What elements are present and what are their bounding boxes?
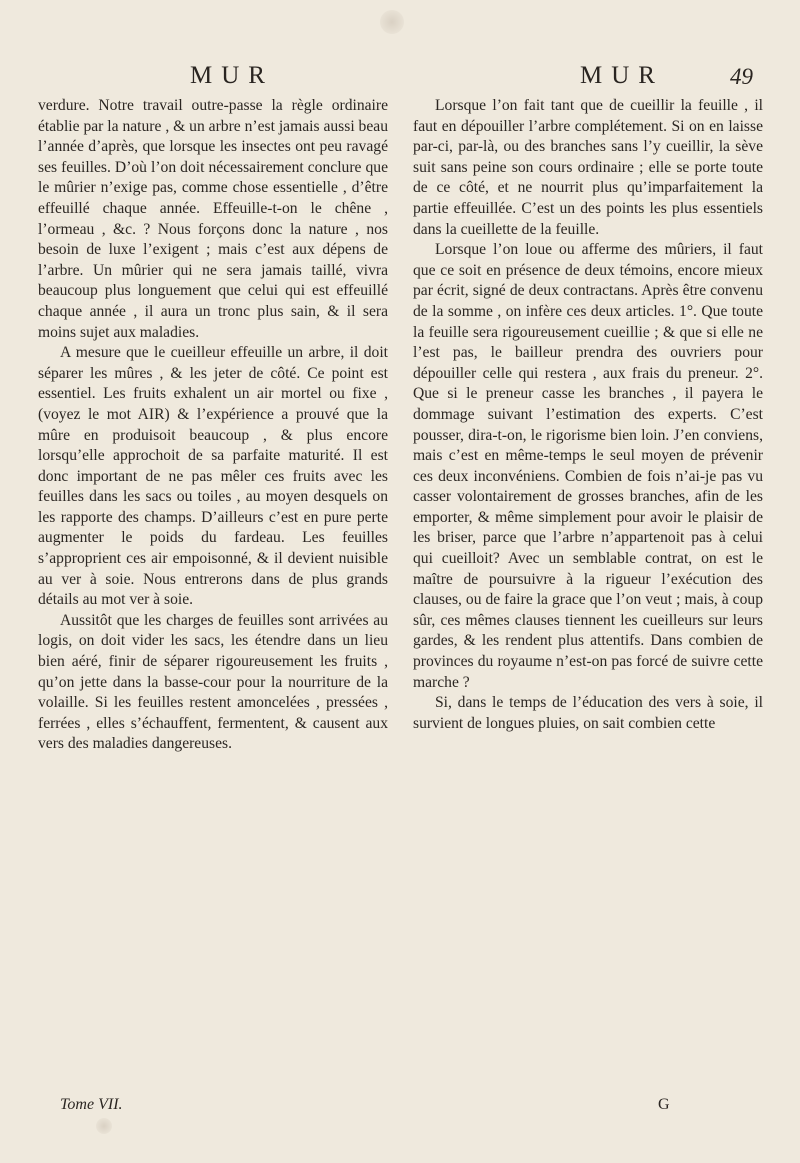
signature-mark: G: [658, 1096, 670, 1113]
left-column: [38, 96, 388, 755]
right-column: [413, 96, 763, 734]
paragraph: verdure. Notre travail outre-passe la règle ordinaire établie par la nature , & un arbre n’est jamais aussi beau l’année d’après, que lorsque les insectes ont peu ravagé ses feuilles. D’où l’on doit nécessairement conclure que le mûrier n’exige pas, comme chose essentielle , d’être effeuillé chaque année. Effeuille-t-on le chêne , l’ormeau , &c. ? Nous forçons donc la nature , nos besoin de luxe l’exigent ; mais c’est aux dépens de l’arbre. Un mûrier qui ne sera jamais taillé, vivra beaucoup plus longuement que celui qui est effeuillé chaque année , il aura un tronc plus sain, & il sera moins sujet aux maladies.: [38, 97, 388, 341]
paragraph: Lorsque l’on fait tant que de cueillir la feuille , il faut en dépouiller l’arbre complétement. Si on en laisse par-ci, par-là, ou des branches sans l’y cueillir, la sève suit sans peine son cours ordinaire ; elle se porte toute de ce côté, et ne nourrit plus qu’imparfaitement la partie effeuillée. C’est un des points les plus essentiels dans la cueillette de la feuille.: [413, 97, 763, 238]
paragraph: A mesure que le cueilleur effeuille un arbre, il doit séparer les mûres , & les jeter de côté. Ce point est essentiel. Les fruits exhalent un air mortel ou fixe , (voyez le mot AIR) & l’expérience a prouvé que la mûre en produisoit beaucoup , & plus encore lorsqu’elle approchoit de sa parfaite maturité. Il est donc important de ne pas mêler ces fruits avec les feuilles dans les sacs ou toiles , au moyen desquels on les rapporte des champs. D’ailleurs c’est en pure perte augmenter le poids du fardeau. Les feuilles s’approprient ces air empoisonné, & il devient nuisible au ver à soie. Nous entrerons dans de plus grands détails au mot ver à soie.: [38, 344, 388, 609]
running-head-left: MUR: [190, 62, 274, 89]
page-number: 49: [730, 64, 753, 89]
paper-stain: [380, 10, 404, 34]
paragraph: Lorsque l’on loue ou afferme des mûriers, il faut que ce soit en présence de deux témoins, encore mieux par écrit, signé de deux contractans. Après être convenu de la somme , on infère ces deux articles. 1°. Que toute la feuille sera rigoureusement cueillie ; & que si elle ne l’est pas, le bailleur prendra des ouvriers pour dépouiller celle qui restera , aux frais du preneur. 2°. Que si le preneur casse les branches , il payera le dommage suivant l’estimation des experts. C’est pousser, dira-t-on, le rigorisme bien loin. J’en conviens, mais c’est en même-temps le seul moyen de prévenir ces deux inconvéniens. Combien de fois n’ai-je pas vu casser volontairement de grosses branches, afin de les emporter, & même simplement pour avoir le plaisir de les briser, parce que l’arbre n’appartenoit pas à celui qui cueilloit? Avec un semblable contrat, on est le maître de poursuivre à la rigueur l’exécution des clauses, ou de faire la grace que l’on veut ; mais, à coup sûr, ces mêmes clauses tiennent les cueilleurs sur leurs gardes, & les rendent plus attentifs. Dans combien de provinces du royaume n’est-on pas forcé de suivre cette marche ?: [413, 241, 763, 691]
volume-label: Tome VII.: [60, 1096, 123, 1113]
paper-stain: [96, 1118, 112, 1134]
running-head-right: MUR: [580, 62, 664, 89]
paragraph: Si, dans le temps de l’éducation des vers à soie, il survient de longues pluies, on sait combien cette: [413, 694, 763, 732]
paragraph: Aussitôt que les charges de feuilles sont arrivées au logis, on doit vider les sacs, les étendre dans un lieu bien aéré, finir de séparer rigoureusement les fruits , qu’on jette dans la basse-cour pour la nourriture de la volaille. Si les feuilles restent amoncelées , pressées , ferrées , elles s’échauffent, fermentent, & causent aux vers des maladies dangereuses.: [38, 611, 388, 753]
